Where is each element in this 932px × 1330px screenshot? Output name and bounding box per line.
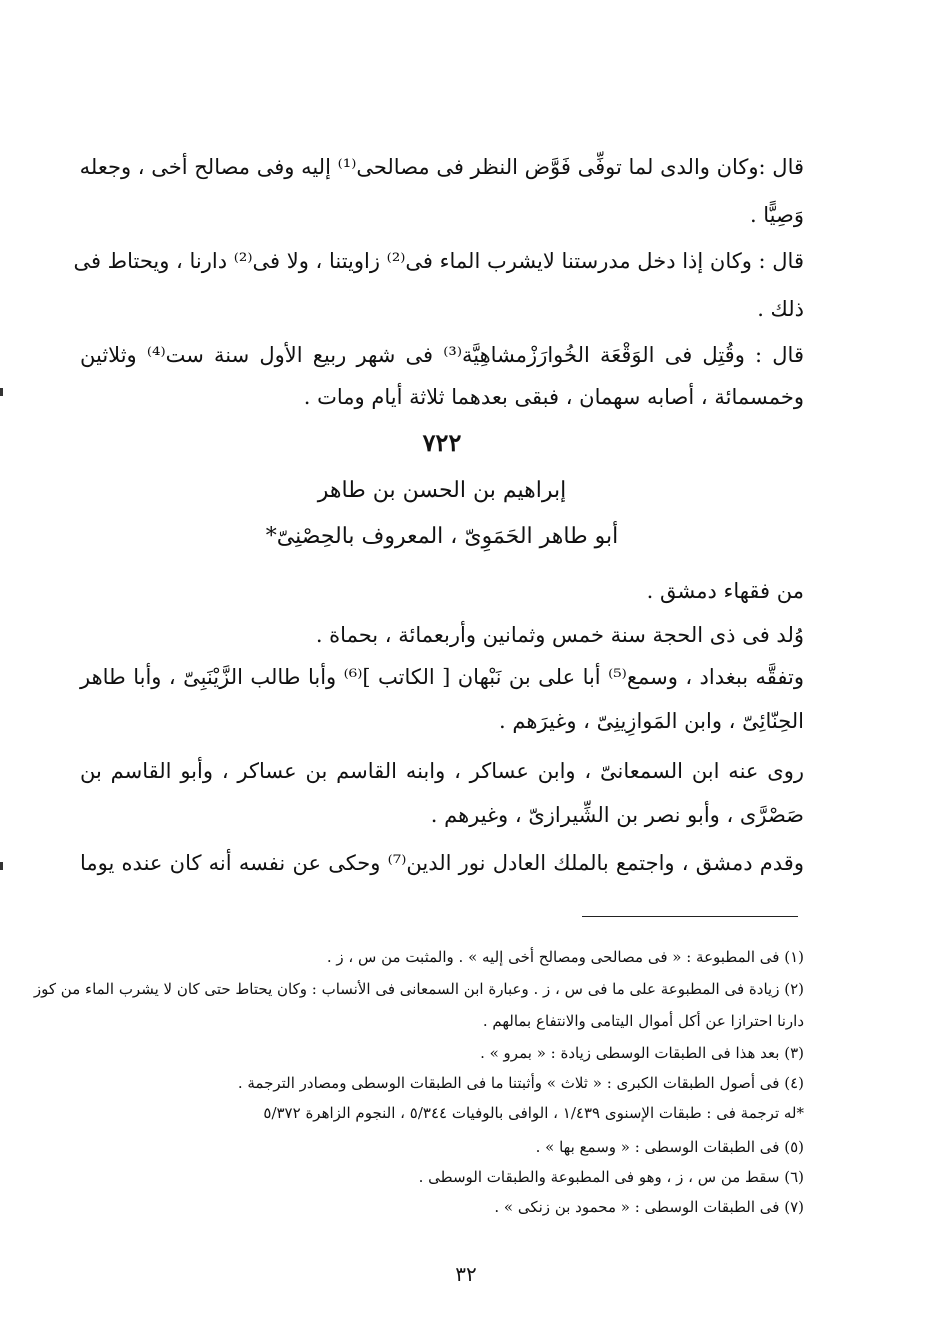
page-number: ٣٢	[455, 1262, 477, 1286]
footnote-2: (٢) زيادة فى المطبوعة على ما فى س ، ز . وعبارة ابن السمعانى فى الأنساب : وكان يحتاط حتى كان لا يشرب الماء من كوز	[33, 980, 804, 998]
entry-line-1: من فقهاء دمشق .	[646, 579, 804, 603]
footnote-2-cont: دارنا احترازا عن أكل أموال اليتامى والانتفاع بمالهم .	[482, 1012, 804, 1030]
entry-number: ٧٢٢	[422, 428, 462, 457]
body-line-2: وَصِيًّا .	[749, 203, 804, 227]
footnote-6: (٦) سقط من س ، ز ، وهو فى المطبوعة والطبقات الوسطى .	[418, 1168, 804, 1186]
footnote-biography-sources: *له ترجمة فى : طبقات الإسنوى ١/٤٣٩ ، الوافى بالوفيات ٥/٣٤٤ ، النجوم الزاهرة ٥/٣٧٢	[263, 1104, 804, 1122]
entry-title: إبراهيم بن الحسن بن طاهر	[317, 478, 567, 503]
footnote-7: (٧) فى الطبقات الوسطى : « محمود بن زنكى » .	[494, 1198, 804, 1216]
body-line-4: ذلك .	[757, 297, 804, 321]
entry-line-7: وقدم دمشق ، واجتمع بالملك العادل نور الدين⁽⁷⁾ وحكى عن نفسه أنه كان عنده يوما	[80, 851, 804, 875]
footnote-4: (٤) فى أصول الطبقات الكبرى : « ثلاث » وأثبتنا ما فى الطبقات الوسطى ومصادر الترجمة .	[237, 1074, 804, 1092]
entry-line-2: وُلد فى ذى الحجة سنة خمس وثمانين وأربعمائة ، بحماة .	[315, 623, 804, 647]
footnote-1: (١) فى المطبوعة : « فى مصالحى ومصالح أخى إليه » . والمثبت من س ، ز .	[326, 948, 804, 966]
entry-line-6: صَصْرَّى ، وأبو نصر بن الشِّيرازىّ ، وغيرهم .	[430, 803, 804, 827]
body-line-5: قال : وقُتِل فى الوَقْعَة الخُوارَزْمشاهِيَّة⁽³⁾ فى شهر ربيع الأول سنة ست⁽⁴⁾ وثلاثين	[80, 343, 804, 367]
body-line-6: وخمسمائة ، أصابه سهمان ، فبقى بعدهما ثلاثة أيام ومات .	[303, 385, 804, 409]
footnote-5: (٥) فى الطبقات الوسطى : « وسمع بها » .	[535, 1138, 804, 1156]
entry-kunya: أبو طاهر الحَمَوِىّ ، المعروف بالحِصْنِىّ*	[265, 524, 619, 549]
footnote-3: (٣) بعد هذا فى الطبقات الوسطى زيادة : « بمرو » .	[480, 1044, 804, 1062]
scan-margin-mark	[0, 388, 3, 396]
entry-line-3: وتفقَّه ببغداد ، وسمع⁽⁵⁾ أبا على بن نَبْهان [ الكاتب ]⁽⁶⁾ وأبا طالب الزَّيْنَبِىّ ، وأبا طاهر	[80, 665, 804, 689]
footnote-separator	[582, 916, 798, 917]
scan-margin-mark	[0, 862, 3, 870]
entry-line-5: روى عنه ابن السمعانىّ ، وابن عساكر ، وابنه القاسم بن عساكر ، وأبو القاسم بن	[80, 759, 804, 783]
body-line-3: قال : وكان إذا دخل مدرستنا لايشرب الماء فى⁽²⁾ زاويتنا ، ولا فى⁽²⁾ دارنا ، ويحتاط فى	[73, 249, 804, 273]
body-line-1: قال :وكان والدى لما توفِّى فَوَّض النظر فى مصالحى⁽¹⁾ إليه وفى مصالح أخى ، وجعله	[79, 155, 804, 179]
entry-line-4: الحِنّائِىّ ، وابن المَوازِينِىّ ، وغيرَهم .	[499, 709, 804, 733]
